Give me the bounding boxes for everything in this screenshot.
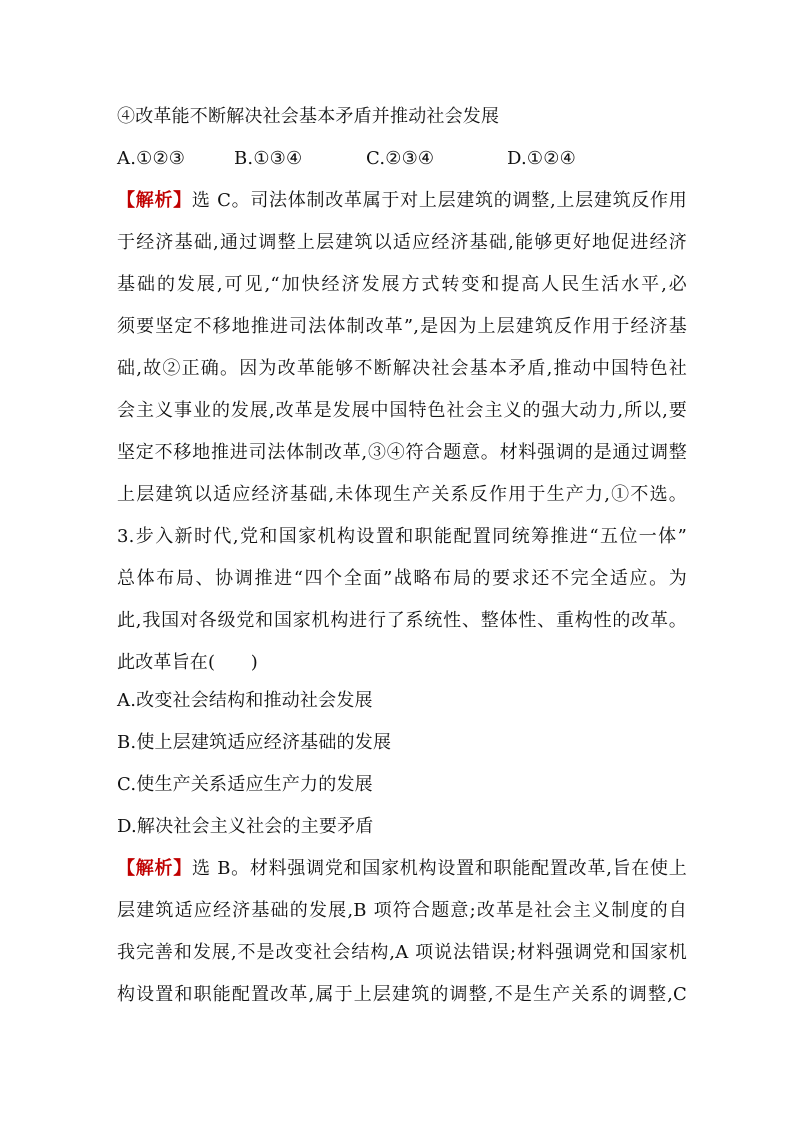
a3-line-1	[117, 857, 687, 881]
a2-line-1-text: 选 C。司法体制改革属于对上层建筑的调整,上层建筑反作用	[191, 190, 687, 211]
q2-choices	[117, 147, 687, 171]
q2-option-4: ④改革能不断解决社会基本矛盾并推动社会发展	[117, 106, 500, 127]
q3-option-a: A.改变社会结构和推动社会发展	[117, 690, 373, 711]
a2-line-3: 基础的发展,可见,“加快经济发展方式转变和提高人民生活水平,必	[117, 274, 687, 295]
a2-line-1	[117, 189, 687, 213]
q3-option-b: B.使上层建筑适应经济基础的发展	[117, 732, 392, 753]
q3-stem-line-2: 总体布局、协调推进“四个全面”战略布局的要求还不完全适应。为	[117, 568, 687, 589]
a3-line-4: 构设置和职能配置改革,属于上层建筑的调整,不是生产关系的调整,C	[117, 984, 687, 1005]
a2-line-2: 于经济基础,通过调整上层建筑以适应经济基础,能够更好地促进经济	[117, 232, 687, 253]
a3-line-3: 我完善和发展,不是改变社会结构,A 项说法错误;材料强调党和国家机	[117, 942, 687, 963]
a2-line-8: 上层建筑以适应经济基础,未体现生产关系反作用于生产力,①不选。	[117, 484, 687, 505]
a2-line-6: 会主义事业的发展,改革是发展中国特色社会主义的强大动力,所以,要	[117, 400, 687, 421]
a2-line-4: 须要坚定不移地推进司法体制改革”,是因为上层建筑反作用于经济基	[117, 316, 687, 337]
q2-choice-c: C.②③④	[366, 148, 435, 169]
q3-stem-line-3: 此,我国对各级党和国家机构进行了系统性、整体性、重构性的改革。	[117, 610, 687, 631]
q3-option-c: C.使生产关系适应生产力的发展	[117, 774, 373, 795]
a2-line-5: 础,故②正确。因为改革能够不断解决社会基本矛盾,推动中国特色社	[117, 358, 687, 379]
q2-choice-a: A.①②③	[117, 148, 186, 169]
a3-line-2: 层建筑适应经济基础的发展,B 项符合题意;改革是社会主义制度的自	[117, 900, 687, 921]
q2-choice-b: B.①③④	[234, 148, 303, 169]
q3-option-d: D.解决社会主义社会的主要矛盾	[117, 816, 374, 837]
q3-stem-line-1: 3.步入新时代,党和国家机构设置和职能配置同统筹推进“五位一体”	[117, 526, 687, 547]
q3-stem-line-4: 此改革旨在( )	[117, 652, 258, 673]
a3-line-1-text: 选 B。材料强调党和国家机构设置和职能配置改革,旨在使上	[191, 858, 687, 879]
analysis-tag: 【解析】	[117, 190, 192, 211]
a2-line-7: 坚定不移地推进司法体制改革,③④符合题意。材料强调的是通过调整	[117, 442, 687, 463]
q2-choice-d: D.①②④	[507, 148, 576, 169]
analysis-tag: 【解析】	[117, 858, 192, 879]
